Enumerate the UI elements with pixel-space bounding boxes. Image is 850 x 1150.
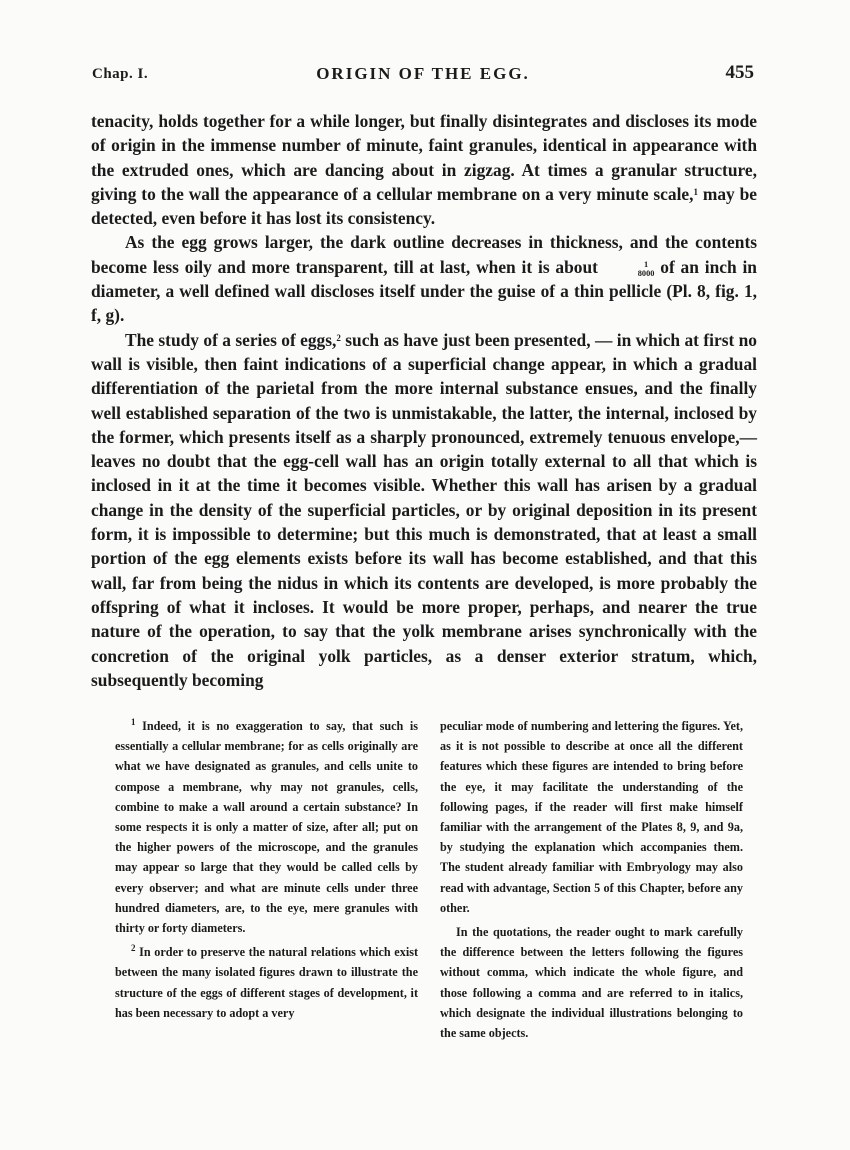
fraction [604,260,655,278]
footnote-column-left [115,716,418,1023]
footnote-column-right [440,716,743,1043]
footnote-2-paragraph-2: In the quotations, the reader ought to mark carefully the difference between the letters following the figures without comma, which indicate the whole figure, and those following a comma and are referred to in italics, which designate the individual illustrations belonging to the same objects. [440,925,743,1041]
paragraph-1 [91,109,757,230]
paragraph-2 [91,230,757,327]
footnote-2-text: In order to preserve the natural relations which exist between the many isolated figures drawn to illustrate the structure of the eggs of different stages of development, it has been necessary to adopt a very [115,945,419,1020]
chapter-label: Chap. I. [92,66,149,82]
fraction-numerator: 1 [644,259,649,269]
paragraph-2-text: As the egg grows larger, the dark outline decreases in thickness, and the contents become less oily and more transparent, till at last, when it is about [91,232,757,277]
footnote-2-continued: peculiar mode of numbering and lettering the figures. Yet, as it is not possible to describe at once all the different features which these figures are intended to bring before the eye, it may facilitate the understanding of the following pages, if the reader will first make himself familiar with the arrangement of the Plates 8, 9, and 9a, by studying the explanation which accompanies them. The student already familiar with Embryology may also read with advantage, Section 5 of this Chapter, before any other. [440,719,743,915]
page-number: 455 [725,62,754,83]
footnote-ref-2: 2 [336,332,341,343]
footnote-1 [115,716,418,938]
footnote-2 [115,942,418,1023]
paragraph-3-end: such as have just been presented, — in which at first no wall is visible, then faint indications of a superficial change appear, in which a gradual differentiation of the parietal from the more internal substance ensues, and the finally well established separation of the two is unmistakable, the latter, the internal, inclosed by the former, which presents itself as a sharply pronounced, extremely tenuous envelope,—leaves no doubt that the egg-cell wall has an origin totally external to all that which is inclosed in it at the time it becomes visible. Whether this wall has arisen by a gradual change in the density of the superficial particles, or by original deposition in its present form, it is impossible to determine; but this much is demonstrated, that at least a small portion of the egg elements exists before its wall has become established, and that this wall, far from being the nidus in which its contents are developed, is more probably the offspring of what it incloses. It would be more proper, perhaps, and nearer the true nature of the operation, to say that the yolk membrane arises synchronically with the concretion of the original yolk particles, as a denser exterior stratum, which, subsequently becoming [91,329,758,690]
running-header [92,64,754,88]
running-title: ORIGIN OF THE EGG. [316,64,530,83]
footnote-2-mark: 2 [131,943,136,954]
footnote-1-text: Indeed, it is no exaggeration to say, that such is essentially a cellular membrane; for as cells originally are what we have designated as granules, and cells unite to compose a membrane, why may not granules, cells, combine to make a wall around a certain substance? In some respects it is only a matter of size, after all; put on the higher powers of the microscope, and the granules may appear so large that they would be called cells by every observer; and what are minute cells under three hundred diameters, are, to the eye, mere granules with thirty or forty diameters. [115,719,419,936]
footnote-1-mark: 1 [131,717,136,727]
paragraph-1-end: may be detected, even before it has lost its consistency. [91,183,758,229]
main-text [91,109,757,692]
paragraph-2-end: of an inch in diameter, a well defined wall discloses itself under the guise of a thin pellicle (Pl. 8, fig. 1, f, g). [91,256,757,326]
fraction-denominator: 8000 [637,268,655,278]
footnote-ref-1: 1 [693,186,698,197]
paragraph-3-text: The study of a series of eggs, [125,329,337,350]
paragraph-3 [91,328,757,692]
paragraph-1-text: tenacity, holds together for a while longer, but finally disintegrates and discloses its mode of origin in the immense number of minute, faint granules, identical in appearance with the extruded ones, which are dancing about in zigzag. At times a granular structure, giving to the wall the appearance of a cellular membrane on a very minute scale, [91,111,757,204]
